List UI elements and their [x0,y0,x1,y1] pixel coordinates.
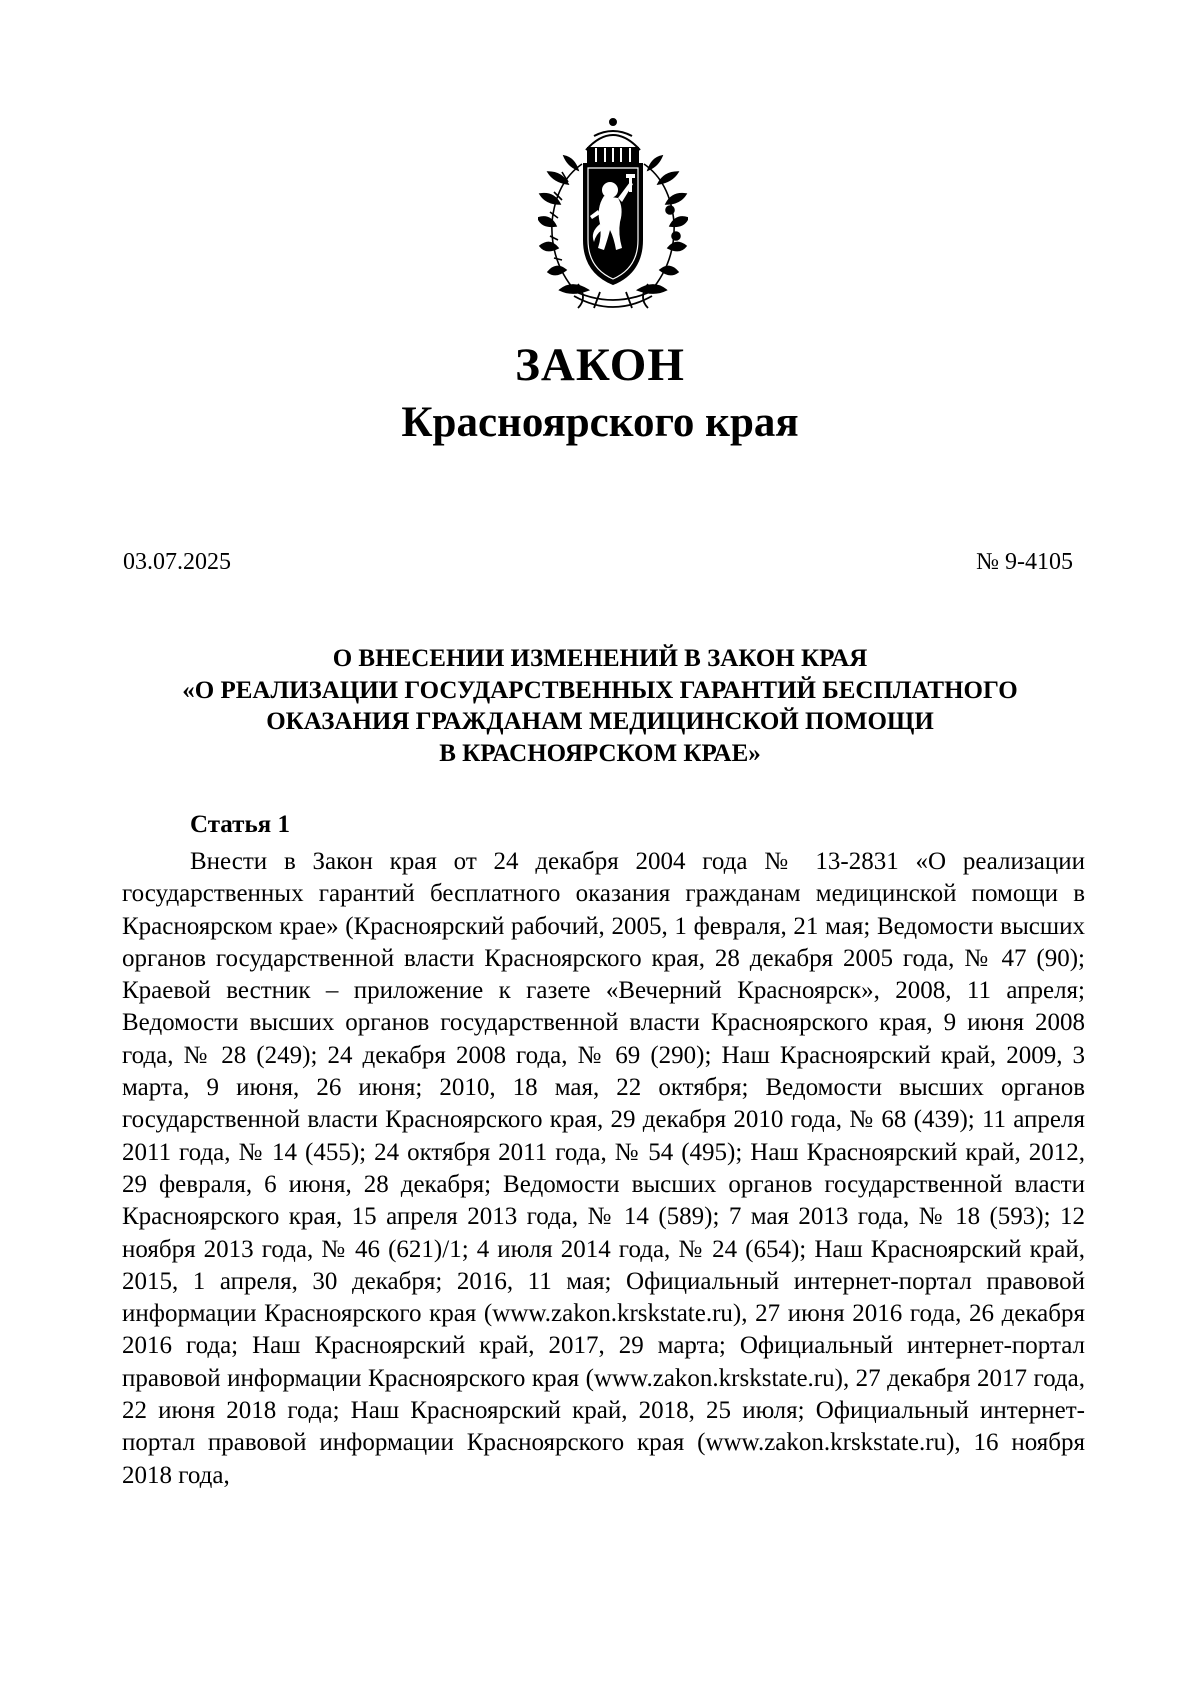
heading-line: «О РЕАЛИЗАЦИИ ГОСУДАРСТВЕННЫХ ГАРАНТИЙ БЕСПЛАТНОГО [182,676,1018,704]
law-heading [100,643,1100,769]
law-number: № 9-4105 [976,549,1073,575]
region-title: Красноярского края [401,399,799,446]
heading-line: В КРАСНОЯРСКОМ КРАЕ» [439,739,761,767]
article-body-text: Внести в Закон края от 24 декабря 2004 года № 13-2831 «О реализации государственных гарантий бесплатного оказания гражданам медицинской помощи в Красноярском крае» (Красноярский рабочий, 2005, 1 февраля, 21 мая; Ведомости высших органов государственной власти Красноярского края, 28 декабря 2005 года, № 47 (90); Краевой вестник – приложение к газете «Вечерний Красноярск», 2008, 11 апреля; Ведомости высших органов государственной власти Красноярского края, 9 июня 2008 года, № 28 (249); 24 декабря 2008 года, № 69 (290); Наш Красноярский край, 2009, 3 марта, 9 июня, 26 июня; 2010, 18 мая, 22 октября; Ведомости высших органов государственной власти Красноярского края, 29 декабря 2010 года, № 68 (439); 11 апреля 2011 года, № 14 (455); 24 октября 2011 года, № 54 (495); Наш Красноярский край, 2012, 29 февраля, 6 июня, 28 декабря; Ведомости высших органов государственной власти Красноярского края, 15 апреля 2013 года, № 14 (589); 7 мая 2013 года, № 18 (593); 12 ноября 2013 года, № 46 (621)/1; 4 июля 2014 года, № 24 (654); Наш Красноярский край, 2015, 1 апреля, 30 декабря; 2016, 11 мая; Официальный интернет-портал правовой информации Красноярского края (www.zakon.krskstate.ru), 27 июня 2016 года, 26 декабря 2016 года; Наш Красноярский край, 2017, 29 марта; Официальный интернет-портал правовой информации Красноярского края (www.zakon.krskstate.ru), 27 декабря 2017 года, 22 июня 2018 года; Наш Красноярский край, 2018, 25 июля; Официальный интернет-портал правовой информации Красноярского края (www.zakon.krskstate.ru), 16 ноября 2018 года, [122,848,1085,1489]
law-title: ЗАКОН [515,339,685,391]
coat-of-arms-icon [538,112,688,320]
article-title: Статья 1 [190,811,290,838]
adoption-date: 03.07.2025 [123,549,231,575]
heading-line: ОКАЗАНИЯ ГРАЖДАНАМ МЕДИЦИНСКОЙ ПОМОЩИ [266,708,934,735]
heading-line: О ВНЕСЕНИИ ИЗМЕНЕНИЙ В ЗАКОН КРАЯ [332,645,868,672]
